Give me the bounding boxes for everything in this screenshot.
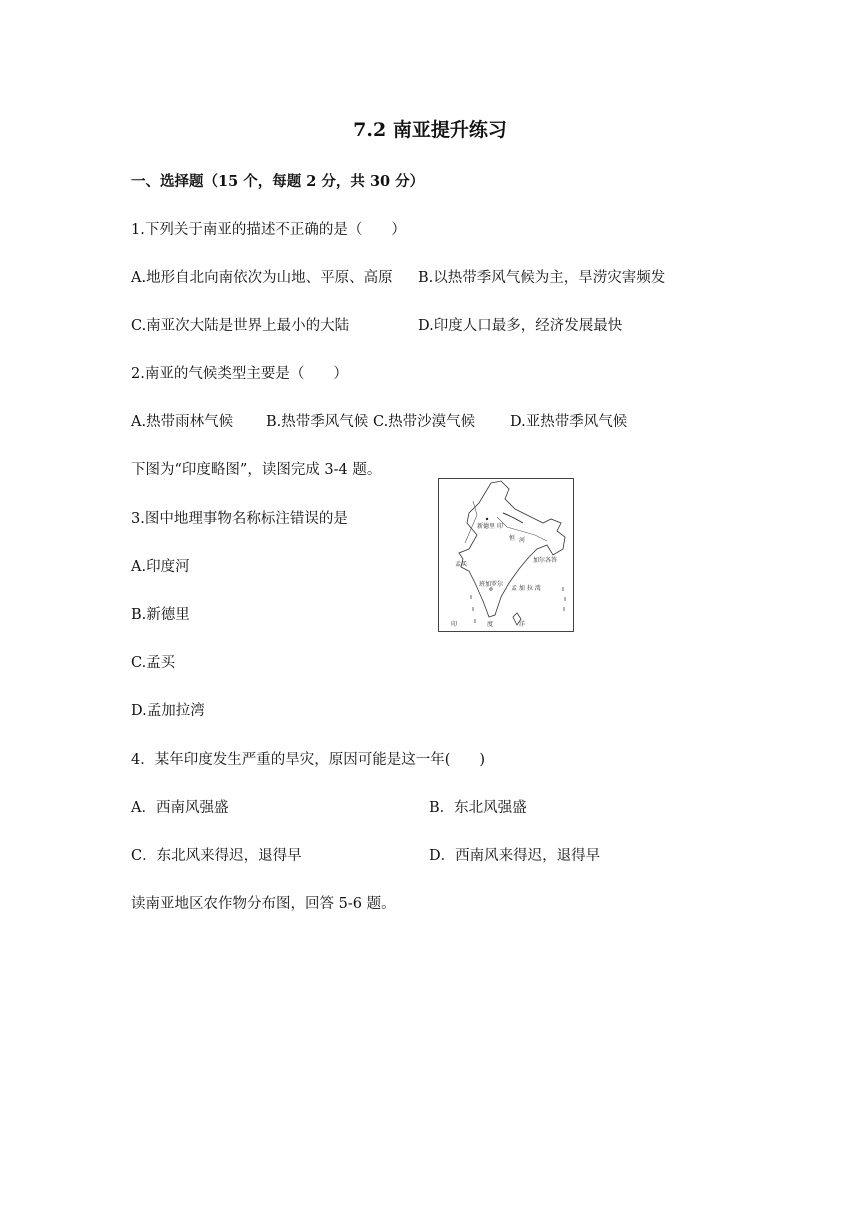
q1-option-c: C.南亚次大陆是世界上最小的大陆 [131,318,350,334]
map-label-indus: 印 [497,523,504,530]
q4-stem: 4．某年印度发生严重的旱灾，原因可能是这一年( ) [131,752,486,768]
q4-option-d: D．西南风来得迟，退得早 [429,848,601,864]
map-label-new-delhi: 新德里 [477,523,496,530]
q3-stem: 3.图中地理事物名称标注错误的是 [131,511,348,527]
q1-option-a: A.地形自北向南依次为山地、平原、高原 [131,270,393,286]
q4-option-c: C．东北风来得迟，退得早 [131,848,302,864]
map-label-bangalore: 班加罗尔 [479,581,504,588]
new-delhi-dot [486,518,488,520]
q2-stem: 2.南亚的气候类型主要是（ ） [131,366,348,382]
map-label-ganges-1: 恒 [509,535,516,542]
q3-option-c: C.孟买 [131,655,176,671]
map-label-ocean-1: 印 [451,621,458,628]
map-label-ocean-3: 洋 [519,621,526,628]
q2-option-b: B.热带季风气候 [266,414,369,430]
mountain-arc [503,513,523,523]
q1-option-d: D.印度人口最多，经济发展最快 [418,318,623,334]
map-label-mumbai: 孟买 [455,561,468,568]
map-label-ganges-2: 河 [519,537,526,544]
islands-east [563,587,565,611]
q3-option-b: B.新德里 [131,607,190,623]
map-label-kolkata: 加尔各答 [533,557,558,564]
islands-west [471,595,475,623]
q3-option-a: A.印度河 [131,559,190,575]
section-heading: 一、选择题（15 个，每题 2 分，共 30 分） [131,173,425,190]
map-intro: 下图为“印度略图”，读图完成 3-4 题。 [131,462,382,478]
q4-option-b: B．东北风强盛 [429,800,527,816]
map-label-bay-of-bengal: 孟 加 拉 湾 [511,585,541,592]
india-map-drawing [439,479,573,631]
bangalore-dot [490,588,492,590]
q1-stem: 1.下列关于南亚的描述不正确的是（ ） [131,222,406,238]
page-title: 7.2 南亚提升练习 [353,119,507,141]
india-map [438,478,574,632]
q2-option-a: A.热带雨林气候 [131,414,234,430]
q4-option-a: A．西南风强盛 [131,800,229,816]
crop-map-intro: 读南亚地区农作物分布图，回答 5-6 题。 [131,896,396,912]
india-outline [459,481,565,617]
q2-option-d: D.亚热带季风气候 [510,414,628,430]
q3-option-d: D.孟加拉湾 [131,703,205,719]
map-label-ocean-2: 度 [487,621,494,628]
q2-option-c: C.热带沙漠气候 [373,414,476,430]
q1-option-b: B.以热带季风气候为主，旱涝灾害频发 [418,270,666,286]
